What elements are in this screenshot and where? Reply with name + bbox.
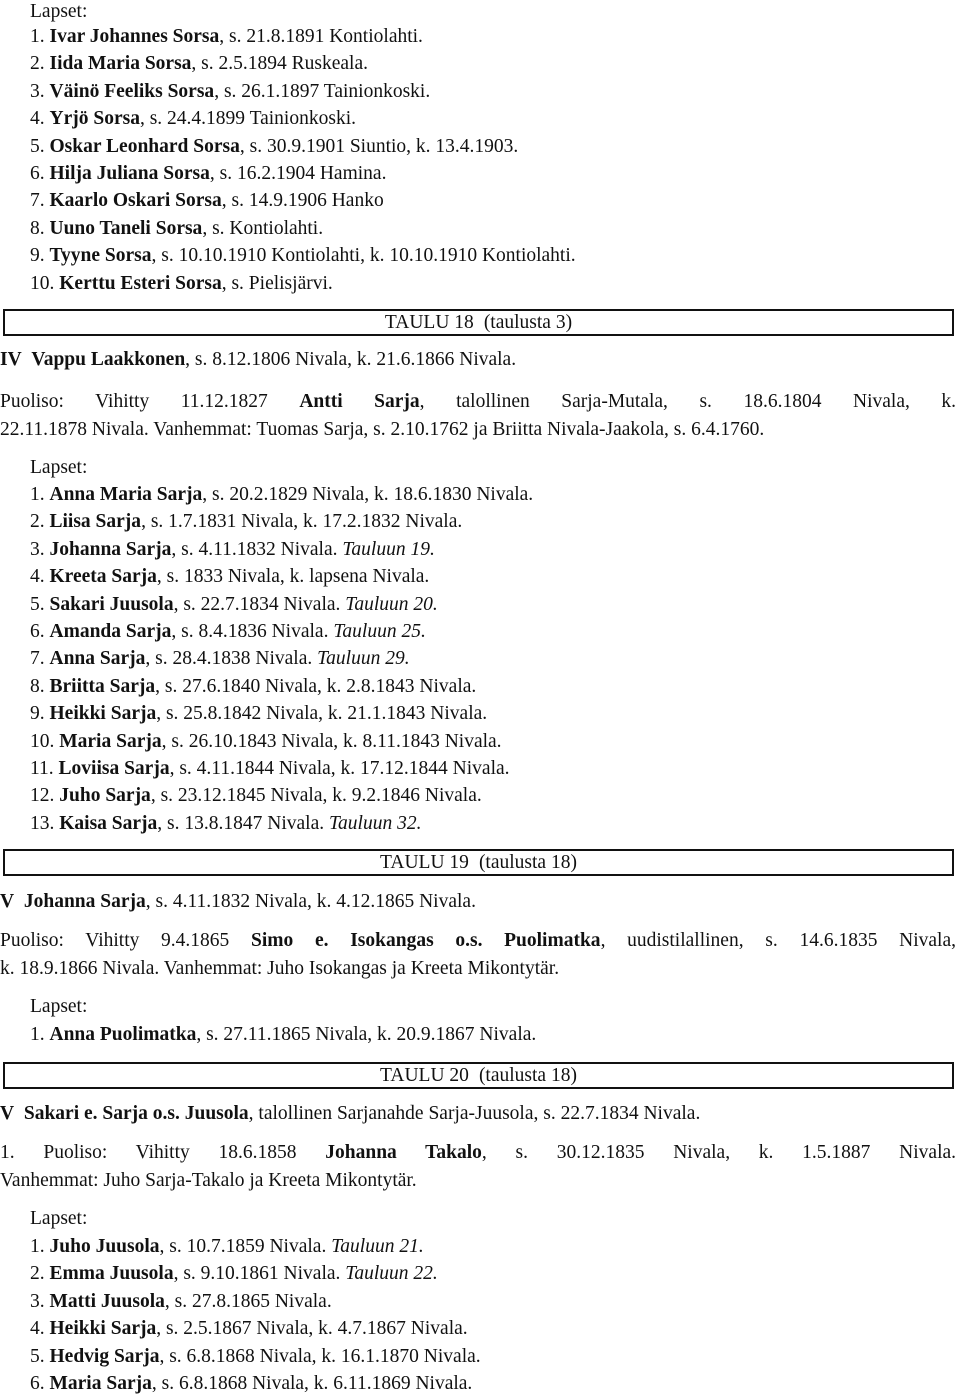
main-person-name: Sakari e. Sarja o.s. Juusola [23,1103,249,1124]
child-number: 8. [30,217,45,239]
child-name: Ivar Johannes Sorsa [49,26,220,47]
list-item [30,1345,960,1369]
child-number: 2. [30,511,45,533]
child-details: , s. 24.4.1899 Tainionkoski. [139,108,356,130]
child-details: , s. Kontiolahti. [202,217,324,239]
list-item [30,593,960,617]
child-name: Kreeta Sarja [49,566,157,588]
list-item [30,162,960,186]
table-reference: Tauluun 25. [333,621,426,642]
child-name: Heikki Sarja [49,703,157,725]
child-name: Yrjö Sorsa [49,108,140,130]
list-item [30,702,960,726]
child-details: , s. 8.4.1836 Nivala. [171,621,334,642]
child-name: Uuno Taneli Sorsa [49,217,203,239]
table-title: TAULU 18 [384,312,474,333]
list-item [30,620,960,644]
child-details: , s. 1833 Nivala, k. lapsena Nivala. [156,566,430,588]
child-number: 8. [30,675,45,697]
child-name: Sakari Juusola [49,593,174,615]
spouse-name: Johanna Takalo [325,1142,482,1163]
list-item [30,1262,960,1286]
main-person-details: , s. 8.12.1806 Nivala, k. 21.6.1866 Nivala. [185,349,517,370]
child-number: 9. [30,703,45,725]
table-reference: Tauluun 19. [342,538,435,560]
child-name: Kerttu Esteri Sorsa [59,272,222,294]
spouse-line [0,929,956,953]
spouse-details: , s. 30.12.1835 Nivala, k. 1.5.1887 Nivala. [481,1142,957,1163]
table-title: TAULU 20 [380,1065,469,1086]
list-item [30,510,960,534]
child-details: , s. 9.10.1861 Nivala. [173,1263,346,1285]
spouse-details: , uudistilallinen, s. 14.6.1835 Nivala, [600,930,956,951]
child-name: Juho Juusola [49,1236,160,1257]
child-number: 4. [30,108,45,130]
table-reference: Tauluun 21. [331,1236,424,1257]
table-reference: Tauluun 20. [345,593,438,615]
child-name: Briitta Sarja [49,675,156,697]
child-number: 1. [30,1236,45,1257]
child-details: , s. 26.1.1897 Tainionkoski. [214,80,431,102]
child-name: Oskar Leonhard Sorsa [49,135,240,157]
main-person-name: Vappu Laakkonen [31,349,186,370]
child-number: 4. [30,566,45,588]
child-number: 3. [30,1290,45,1312]
child-details: , s. 4.11.1832 Nivala. [171,538,343,560]
child-number: 11. [30,758,54,779]
child-name: Liisa Sarja [49,511,142,533]
child-details: , s. 10.10.1910 Kontiolahti, k. 10.10.1910 Kontiolahti. [151,245,576,267]
child-number: 7. [30,190,45,212]
spouse-prefix: 1. Puoliso: Vihitty 18.6.1858 [0,1142,297,1163]
spouse-line-2: 22.11.1878 Nivala. Vanhemmat: Tuomas Sarja, s. 2.10.1762 ja Briitta Nivala-Jaakola, s. 6.4.1760. [0,419,765,440]
child-name: Anna Maria Sarja [49,484,203,505]
child-number: 12. [30,785,55,807]
child-number: 2. [30,1263,45,1285]
child-details: , s. 20.2.1829 Nivala, k. 18.6.1830 Nivala. [202,484,534,505]
table-heading-20 [3,1062,954,1089]
list-item [30,647,960,671]
child-details: , s. 22.7.1834 Nivala. [173,593,346,615]
children-label: Lapset: [30,996,88,1017]
child-details: , s. 4.11.1844 Nivala, k. 17.12.1844 Nivala. [169,758,510,779]
list-item [30,135,960,159]
list-item [30,730,960,754]
list-item [30,565,960,589]
list-item [30,812,960,836]
spouse-line [0,390,956,414]
child-name: Anna Sarja [49,648,146,670]
child-name: Maria Sarja [59,730,162,752]
spouse-name: Simo e. Isokangas o.s. Puolimatka [251,930,601,951]
list-item [30,25,960,49]
table-heading-19 [3,849,954,876]
list-item [30,244,960,268]
list-item [30,1290,960,1314]
spouse-prefix: Puoliso: Vihitty 9.4.1865 [0,930,230,951]
list-item [30,784,960,808]
child-details: , s. 14.9.1906 Hanko [221,190,384,212]
child-number: 5. [30,135,45,157]
child-name: Heikki Sarja [49,1318,157,1340]
child-details: , s. 2.5.1894 Ruskeala. [191,53,368,75]
main-person-name: Johanna Sarja [23,891,146,912]
child-name: Iida Maria Sorsa [49,53,192,75]
child-name: Loviisa Sarja [58,758,170,779]
child-details: , s. 1.7.1831 Nivala, k. 17.2.1832 Nivala. [141,511,463,533]
table-title: TAULU 19 [380,852,469,873]
child-name: Tyyne Sorsa [49,245,152,267]
generation-mark: V [0,1103,15,1124]
child-name: Amanda Sarja [49,621,172,642]
list-item [30,675,960,699]
child-details: , s. 21.8.1891 Kontiolahti. [219,26,423,47]
child-details: , s. Pielisjärvi. [221,272,333,294]
child-number: 5. [30,593,45,615]
list-item [30,189,960,213]
spouse-prefix: Puoliso: Vihitty 11.12.1827 [0,391,268,412]
spouse-details: , talollinen Sarja-Mutala, s. 18.6.1804 Nivala, k. [419,391,957,412]
list-item [30,217,960,241]
child-details: , s. 27.11.1865 Nivala, k. 20.9.1867 Nivala. [196,1024,537,1045]
child-details: , s. 6.8.1868 Nivala, k. 6.11.1869 Nivala. [151,1373,473,1394]
list-item [30,107,960,131]
child-number: 3. [30,538,45,560]
child-name: Emma Juusola [49,1263,174,1285]
list-item [30,1372,960,1396]
spouse-name: Antti Sarja [299,391,420,412]
child-number: 5. [30,1345,45,1367]
child-number: 3. [30,80,45,102]
child-number: 1. [30,484,45,505]
child-number: 6. [30,621,45,642]
child-name: Maria Sarja [49,1373,152,1394]
child-number: 6. [30,163,45,184]
child-name: Anna Puolimatka [49,1024,197,1045]
table-reference: Tauluun 32. [329,812,422,834]
child-details: , s. 16.2.1904 Hamina. [209,163,387,184]
child-number: 2. [30,53,45,75]
child-details: , s. 10.7.1859 Nivala. [159,1236,332,1257]
main-person [0,890,960,914]
main-person [0,1102,960,1126]
child-details: , s. 2.5.1867 Nivala, k. 4.7.1867 Nivala. [156,1318,468,1340]
table-reference: Tauluun 29. [317,648,410,670]
child-name: Juho Sarja [59,785,151,807]
child-name: Johanna Sarja [49,538,172,560]
child-name: Hilja Juliana Sorsa [49,163,210,184]
children-label: Lapset: [30,1,88,22]
children-label: Lapset: [30,1208,88,1229]
child-name: Kaarlo Oskari Sorsa [49,190,222,212]
list-item [30,52,960,76]
child-number: 10. [30,272,55,294]
child-name: Väinö Feeliks Sorsa [49,80,215,102]
child-details: , s. 6.8.1868 Nivala, k. 16.1.1870 Nivala. [159,1345,481,1367]
child-details: , s. 23.12.1845 Nivala, k. 9.2.1846 Nivala. [150,785,482,807]
child-name: Hedvig Sarja [49,1345,160,1367]
spouse-line-2: Vanhemmat: Juho Sarja-Takalo ja Kreeta Mikontytär. [0,1170,417,1191]
list-item [30,1235,960,1259]
list-item [30,80,960,104]
table-source: (taulusta 18) [478,1065,577,1086]
child-details: , s. 27.6.1840 Nivala, k. 2.8.1843 Nivala. [155,675,477,697]
main-person-details: , talollinen Sarjanahde Sarja-Juusola, s. 22.7.1834 Nivala. [248,1103,701,1124]
child-number: 9. [30,245,45,267]
list-item [30,1317,960,1341]
main-person-details: , s. 4.11.1832 Nivala, k. 4.12.1865 Nivala. [145,891,476,912]
list-item [30,272,960,296]
child-number: 4. [30,1318,45,1340]
generation-mark: IV [0,349,22,370]
generation-mark: V [0,891,15,912]
table-heading-18 [3,309,954,336]
main-person [0,348,960,372]
spouse-line-2: k. 18.9.1866 Nivala. Vanhemmat: Juho Isokangas ja Kreeta Mikontytär. [0,958,560,979]
child-number: 7. [30,648,45,670]
child-number: 10. [30,730,55,752]
spouse-line [0,1141,956,1165]
list-item [30,538,960,562]
table-source: (taulusta 18) [478,852,577,873]
list-item [30,1023,960,1047]
child-details: , s. 28.4.1838 Nivala. [145,648,318,670]
list-item [30,757,960,781]
child-details: , s. 26.10.1843 Nivala, k. 8.11.1843 Nivala. [161,730,502,752]
children-label: Lapset: [30,457,88,478]
child-number: 1. [30,26,45,47]
child-number: 1. [30,1024,45,1045]
child-name: Kaisa Sarja [59,812,158,834]
child-details: , s. 30.9.1901 Siuntio, k. 13.4.1903. [239,135,519,157]
child-details: , s. 13.8.1847 Nivala. [157,812,329,834]
child-details: , s. 25.8.1842 Nivala, k. 21.1.1843 Nivala. [156,703,488,725]
child-number: 6. [30,1373,45,1394]
child-details: , s. 27.8.1865 Nivala. [164,1290,332,1312]
table-reference: Tauluun 22. [345,1263,438,1285]
child-name: Matti Juusola [49,1290,165,1312]
table-source: (taulusta 3) [483,312,573,333]
list-item [30,483,960,507]
child-number: 13. [30,812,55,834]
